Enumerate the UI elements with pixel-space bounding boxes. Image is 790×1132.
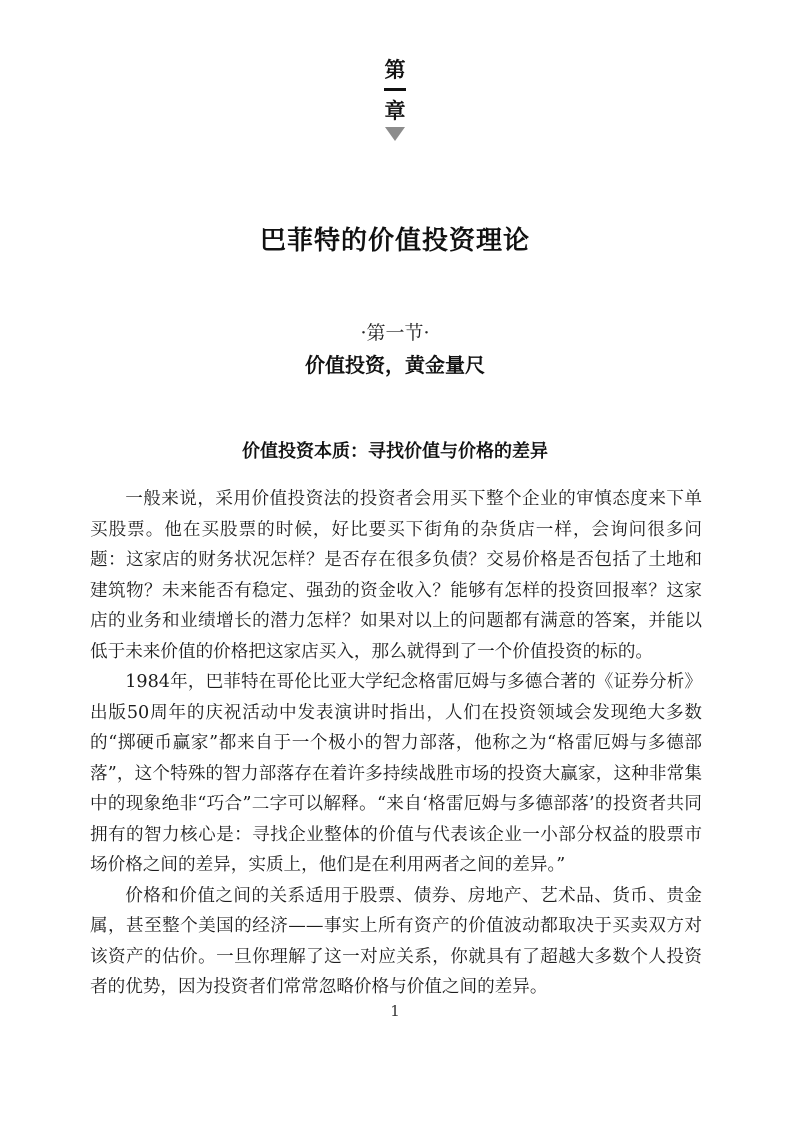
triangle-down-icon bbox=[385, 127, 405, 141]
subsection-heading: 价值投资本质：寻找价值与价格的差异 bbox=[242, 441, 548, 462]
section-label: ·第一节· bbox=[360, 322, 430, 344]
chapter-char-first: 第 bbox=[384, 58, 406, 82]
chapter-marker bbox=[0, 58, 790, 141]
paragraph-2: 1984年，巴菲特在哥伦比亚大学纪念格雷厄姆与多德合著的《证券分析》出版50周年的庆祝活动中发表演讲时指出，人们在投资领域会发现绝大多数的“掷硬币赢家”都来自于一个极小的智力部落，他称之为“格雷厄姆与多德部落”，这个特殊的智力部落存在着许多持续战胜市场的投资大赢家，这种非常集中的现象绝非“巧合”二字可以解释。“来自‘格雷厄姆与多德部落’的投资者共同拥有的智力核心是：寻找企业整体的价值与代表该企业一小部分权益的股票市场价格之间的差异，实质上，他们是在利用两者之间的差异。” bbox=[90, 672, 702, 875]
chapter-char-zhang: 章 bbox=[384, 99, 406, 123]
section-title: 价值投资，黄金量尺 bbox=[305, 353, 485, 377]
paragraph-3: 价格和价值之间的关系适用于股票、债券、房地产、艺术品、货币、贵金属，甚至整个美国的经济——事实上所有资产的价值波动都取决于买卖双方对该资产的估价。一旦你理解了这一对应关系，你就具有了超越大多数个人投资者的优势，因为投资者们常常忽略价格与价值之间的差异。 bbox=[90, 885, 702, 997]
paragraph-1: 一般来说，采用价值投资法的投资者会用买下整个企业的审慎态度来下单买股票。他在买股票的时候，好比要买下街角的杂货店一样，会询问很多问题：这家店的财务状况怎样？是否存在很多负债？交易价格是否包括了土地和建筑物？未来能否有稳定、强劲的资金收入？能够有怎样的投资回报率？这家店的业务和业绩增长的潜力怎样？如果对以上的问题都有满意的答案，并能以低于未来价值的价格把这家店买入，那么就得到了一个价值投资的标的。 bbox=[90, 489, 702, 662]
chapter-title: 巴菲特的价值投资理论 bbox=[259, 226, 530, 256]
page-number: 1 bbox=[390, 1002, 400, 1020]
body-text bbox=[90, 484, 702, 1003]
chapter-divider-bar bbox=[384, 88, 406, 91]
